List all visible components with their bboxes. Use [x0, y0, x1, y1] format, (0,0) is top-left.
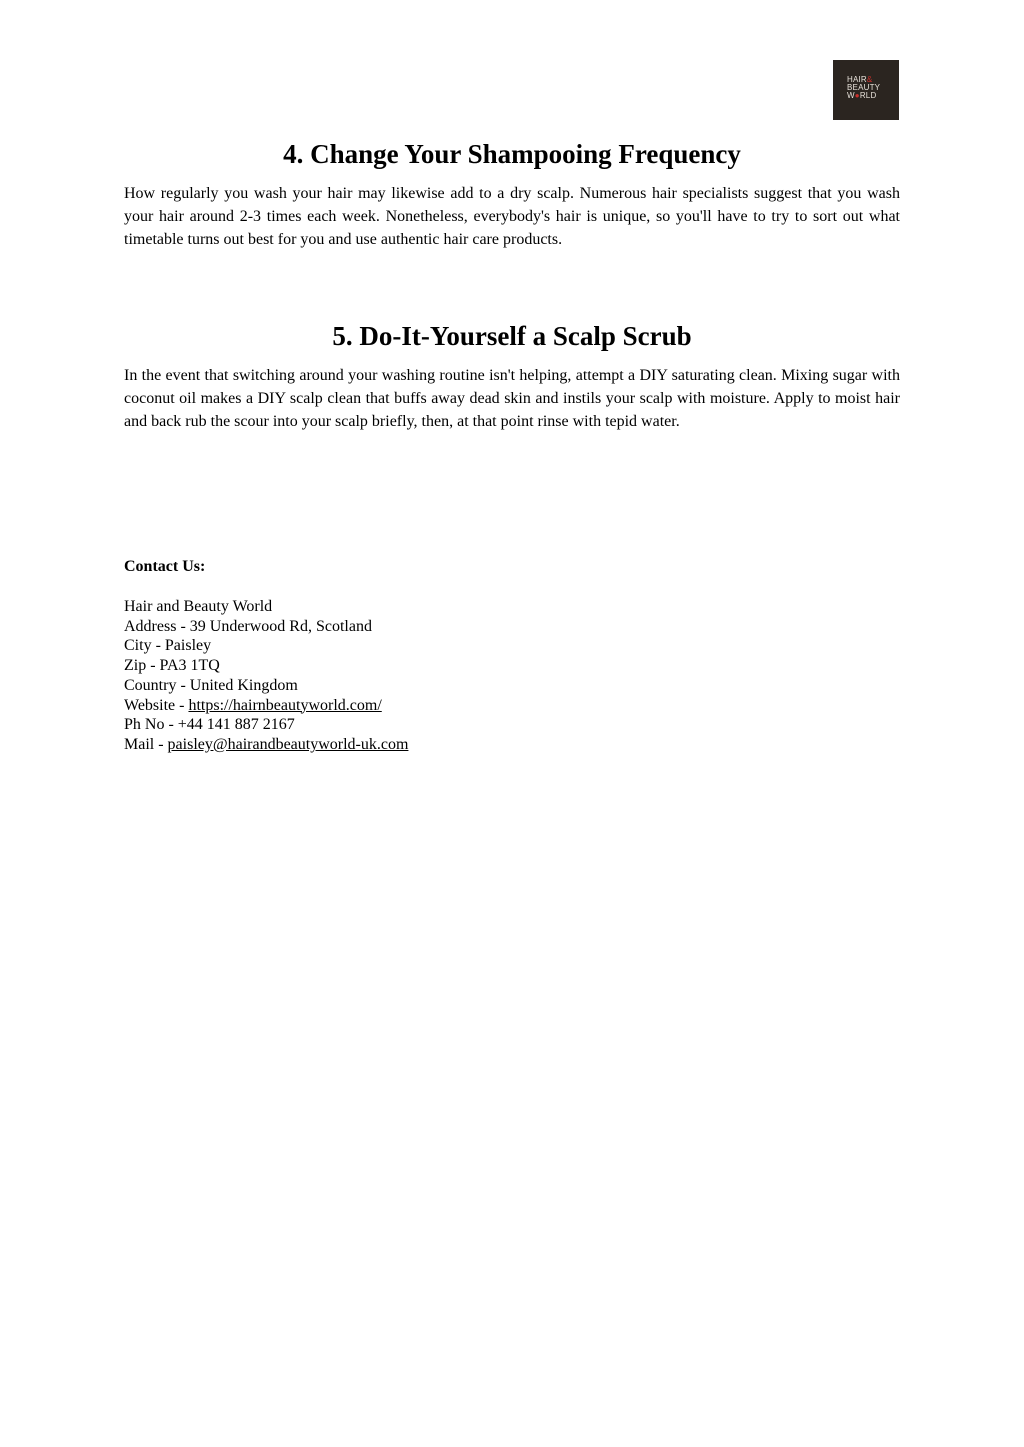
website-link[interactable]: https://hairnbeautyworld.com/	[188, 696, 382, 714]
contact-country: Country - United Kingdom	[124, 676, 298, 694]
contact-address: Address - 39 Underwood Rd, Scotland	[124, 617, 372, 635]
logo-text-beauty: BEAUTY	[847, 83, 881, 92]
logo-ampersand: &	[866, 75, 873, 84]
section-heading-scalp-scrub: 5. Do-It-Yourself a Scalp Scrub	[332, 321, 692, 351]
contact-website-label: Website -	[124, 696, 189, 714]
contact-zip: Zip - PA3 1TQ	[124, 657, 220, 675]
contact-phone: Ph No - +44 141 887 2167	[124, 716, 295, 734]
contact-mail-row	[124, 735, 408, 755]
logo-text-hair: HAIR	[847, 75, 867, 84]
contact-company: Hair and Beauty World	[124, 598, 273, 615]
brand-logo	[833, 60, 899, 120]
contact-website-row	[124, 696, 408, 716]
contact-city: City - Paisley	[124, 637, 212, 655]
contact-title: Contact Us:	[124, 558, 206, 575]
contact-block	[124, 597, 408, 755]
logo-text-world-end: RLD	[859, 91, 877, 100]
section-body-scalp-scrub: In the event that switching around your washing routine isn't helping, attempt a DIY saturating clean. Mixing sugar with coconut oil makes a DIY scalp clean that buffs away dead skin and instils your scalp with moisture. Apply to moist hair and back rub the scour into your scalp briefly, then, at that point rinse with tepid water.	[124, 367, 900, 430]
contact-mail-label: Mail -	[124, 735, 168, 753]
section-heading-shampooing: 4. Change Your Shampooing Frequency	[283, 139, 741, 169]
email-link[interactable]: paisley@hairandbeautyworld-uk.com	[167, 735, 409, 753]
logo-text-world-start: W	[847, 91, 855, 100]
logo-dot-icon: ●	[854, 91, 860, 100]
section-body-shampooing: How regularly you wash your hair may likewise add to a dry scalp. Numerous hair specialists suggest that you wash your hair around 2-3 times each week. Nonetheless, everybody's hair is unique, so you'll have to try to sort out what timetable turns out best for you and use authentic hair care products.	[124, 185, 900, 248]
